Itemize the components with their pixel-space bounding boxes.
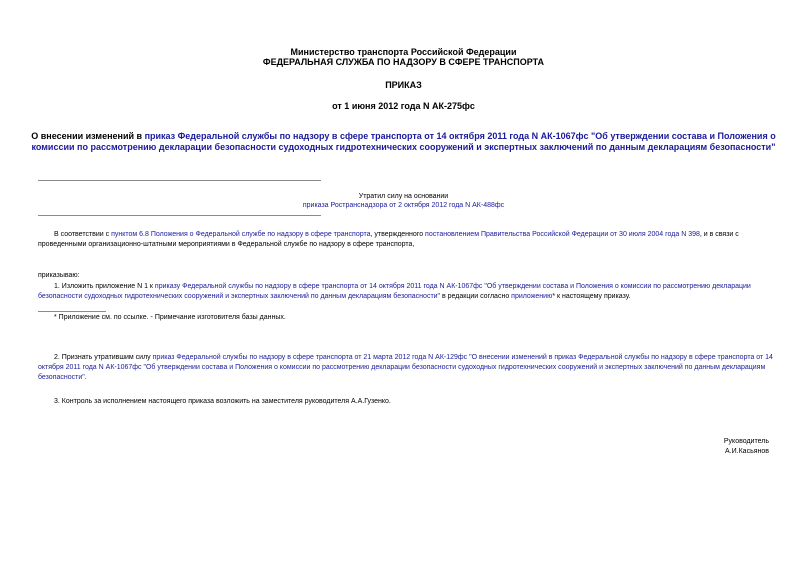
document-title [28, 131, 779, 153]
divider-top [38, 180, 321, 181]
appendix-link[interactable]: приложению [511, 293, 553, 300]
signature-name: А.И.Касьянов [725, 448, 769, 455]
item-2-paragraph [38, 353, 773, 383]
preamble-paragraph [38, 230, 773, 250]
item-1-text-1: 1. Изложить приложение N 1 к [54, 283, 155, 290]
footnote: * Приложение см. по ссылке. - Примечание изготовителя базы данных. [54, 314, 286, 321]
lost-force-link[interactable]: приказа Ространснадзора от 2 октября 2012 года N АК-488фс [302, 202, 505, 209]
government-decree-link[interactable]: постановлением Правительства Российской Федерации от 30 июля 2004 года N 398 [425, 231, 700, 238]
item-3-paragraph: 3. Контроль за исполнением настоящего приказа возложить на заместителя руководителя А.А.Гузенко. [54, 398, 391, 405]
item-2-order-link[interactable]: приказ Федеральной службы по надзору в сфере транспорта от 21 марта 2012 года N АК-129фс "О внесении изменений в приказ Федеральной службы по надзору в сфере транспорта от 14 октября 2011 года N АК-1067фс "Об утверждении состава и Положения о комиссии по рассмотрению декларации безопасности судоходных гидротехнических сооружений и экспертных заключений по данным декларациям безопасности" [38, 354, 773, 381]
footnote-divider [38, 311, 106, 312]
preamble-text-3: , и в связи с проведенными организационно-штатными мероприятиями в Федеральной службе по надзору в сфере транспорта, [38, 231, 739, 248]
item-2-text-2: . [84, 374, 87, 381]
preamble-text-1: В соответствии с [54, 231, 112, 238]
divider-bottom [38, 215, 321, 216]
lost-force-note: Утратил силу на основании [358, 193, 449, 200]
item-1-text-3: * к настоящему приказу. [552, 293, 631, 300]
regulation-link[interactable]: пунктом 6.8 Положения о Федеральной службе по надзору в сфере транспорта [111, 231, 371, 238]
item-1-order-link[interactable]: приказу Федеральной службы по надзору в сфере транспорта от 14 октября 2011 года N АК-1067фс "Об утверждении состава и Положения о комиссии по рассмотрению декларации безопасности судоходных гидротехнических сооружений и экспертных заключений по данным декларациям безопасности" [38, 283, 751, 300]
item-2-text-1: 2. Признать утратившим силу [54, 354, 153, 361]
item-1-paragraph [38, 282, 773, 302]
title-order-link[interactable]: приказ Федеральной службы по надзору в сфере транспорта от 14 октября 2011 года N АК-1067фс "Об утверждении состава и Положения о комиссии по рассмотрению декларации безопасности судоходных гидротехнических сооружений и экспертных заключений по данным декларациям безопасности" [31, 131, 776, 152]
order-word: приказываю: [38, 272, 80, 279]
ministry-name: Министерство транспорта Российской Федерации [290, 47, 517, 57]
item-1-text-2: в редакции согласно [440, 293, 512, 300]
preamble-text-2: , утвержденного [370, 231, 426, 238]
title-prefix: О внесении изменений в [31, 131, 145, 141]
order-heading: ПРИКАЗ [385, 80, 422, 90]
order-date-number: от 1 июня 2012 года N АК-275фс [332, 101, 475, 111]
service-name: ФЕДЕРАЛЬНАЯ СЛУЖБА ПО НАДЗОРУ В СФЕРЕ ТРАНСПОРТА [262, 57, 545, 67]
signature-position: Руководитель [723, 438, 769, 445]
